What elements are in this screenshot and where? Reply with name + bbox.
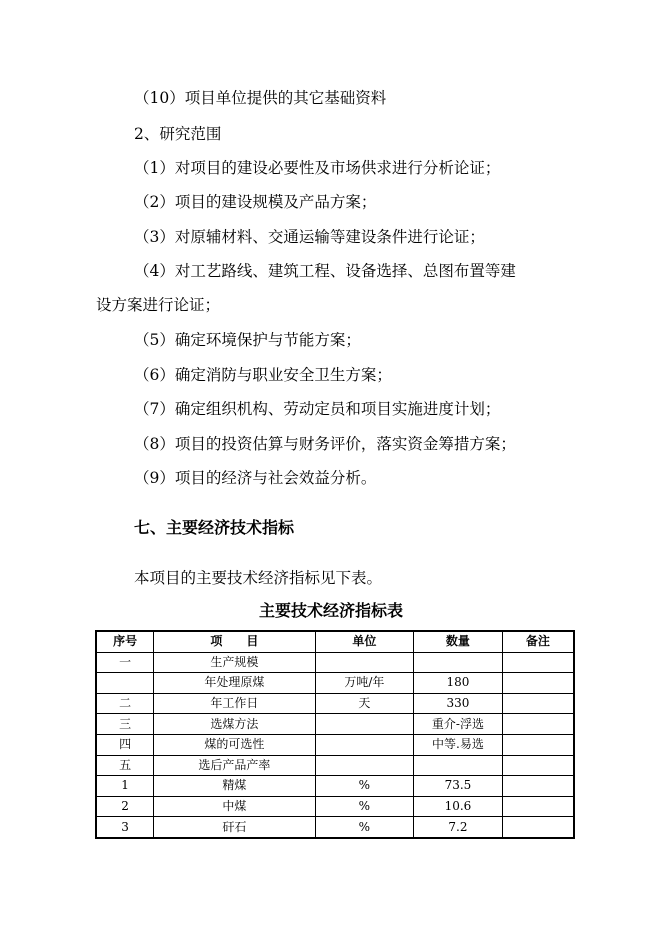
cell-unit bbox=[315, 714, 414, 735]
table-row bbox=[96, 693, 574, 714]
cell-item: 年工作日 bbox=[154, 693, 315, 714]
cell-item: 煤的可选性 bbox=[154, 734, 315, 755]
paragraph-scope-7: （7）确定组织机构、劳动定员和项目实施进度计划； bbox=[134, 400, 501, 418]
paragraph-scope-9: （9）项目的经济与社会效益分析。 bbox=[134, 469, 377, 487]
paragraph-scope-6: （6）确定消防与职业安全卫生方案； bbox=[134, 366, 392, 384]
paragraph-item-10: （10）项目单位提供的其它基础资料 bbox=[134, 89, 387, 107]
subheading-research-scope: 2、研究范围 bbox=[134, 125, 222, 143]
cell-unit: % bbox=[315, 796, 414, 817]
paragraph-scope-5: （5）确定环境保护与节能方案； bbox=[134, 331, 361, 349]
cell-item: 选煤方法 bbox=[154, 714, 315, 735]
cell-quantity: 7.2 bbox=[414, 817, 503, 838]
table-intro: 本项目的主要技术经济指标见下表。 bbox=[134, 569, 383, 587]
cell-remark bbox=[502, 755, 574, 776]
cell-no: 五 bbox=[96, 755, 154, 776]
table-row bbox=[96, 776, 574, 797]
cell-no: 一 bbox=[96, 652, 154, 673]
header-unit: 单位 bbox=[315, 631, 414, 652]
cell-remark bbox=[502, 652, 574, 673]
header-remark: 备注 bbox=[502, 631, 574, 652]
paragraph-scope-1: （1）对项目的建设必要性及市场供求进行分析论证； bbox=[134, 159, 501, 177]
cell-unit bbox=[315, 734, 414, 755]
cell-quantity: 180 bbox=[414, 673, 503, 694]
cell-quantity: 重介-浮选 bbox=[414, 714, 503, 735]
cell-remark bbox=[502, 673, 574, 694]
cell-unit: % bbox=[315, 817, 414, 838]
paragraph-scope-8: （8）项目的投资估算与财务评价，落实资金筹措方案； bbox=[134, 435, 516, 453]
table-row bbox=[96, 755, 574, 776]
cell-item: 年处理原煤 bbox=[154, 673, 315, 694]
cell-item: 选后产品产率 bbox=[154, 755, 315, 776]
cell-unit: % bbox=[315, 776, 414, 797]
cell-item: 生产规模 bbox=[154, 652, 315, 673]
cell-no: 2 bbox=[96, 796, 154, 817]
cell-no: 3 bbox=[96, 817, 154, 838]
cell-unit: 天 bbox=[315, 693, 414, 714]
table-row bbox=[96, 652, 574, 673]
cell-remark bbox=[502, 817, 574, 838]
table-row bbox=[96, 714, 574, 735]
cell-quantity bbox=[414, 652, 503, 673]
cell-no: 三 bbox=[96, 714, 154, 735]
indicators-table bbox=[95, 630, 575, 839]
cell-no: 四 bbox=[96, 734, 154, 755]
cell-quantity: 73.5 bbox=[414, 776, 503, 797]
cell-quantity: 330 bbox=[414, 693, 503, 714]
cell-item: 中煤 bbox=[154, 796, 315, 817]
cell-unit bbox=[315, 652, 414, 673]
table-row bbox=[96, 817, 574, 838]
cell-quantity: 中等.易选 bbox=[414, 734, 503, 755]
table-row bbox=[96, 734, 574, 755]
table-row bbox=[96, 673, 574, 694]
cell-item: 精煤 bbox=[154, 776, 315, 797]
table-row bbox=[96, 796, 574, 817]
header-no: 序号 bbox=[96, 631, 154, 652]
paragraph-scope-3: （3）对原辅材料、交通运输等建设条件进行论证； bbox=[134, 228, 485, 246]
header-item: 项 目 bbox=[154, 631, 315, 652]
cell-remark bbox=[502, 693, 574, 714]
paragraph-scope-4: （4）对工艺路线、建筑工程、设备选择、总图布置等建 bbox=[134, 262, 516, 280]
cell-no: 1 bbox=[96, 776, 154, 797]
cell-unit bbox=[315, 755, 414, 776]
paragraph-scope-4-cont: 设方案进行论证； bbox=[96, 296, 221, 314]
paragraph-scope-2: （2）项目的建设规模及产品方案； bbox=[134, 193, 377, 211]
cell-item: 矸石 bbox=[154, 817, 315, 838]
cell-remark bbox=[502, 796, 574, 817]
table-title: 主要技术经济指标表 bbox=[258, 601, 403, 620]
cell-quantity bbox=[414, 755, 503, 776]
header-quantity: 数量 bbox=[414, 631, 503, 652]
cell-no bbox=[96, 673, 154, 694]
section-heading: 七、主要经济技术指标 bbox=[134, 518, 295, 537]
cell-remark bbox=[502, 776, 574, 797]
cell-no: 二 bbox=[96, 693, 154, 714]
cell-quantity: 10.6 bbox=[414, 796, 503, 817]
cell-unit: 万吨/年 bbox=[315, 673, 414, 694]
cell-remark bbox=[502, 734, 574, 755]
cell-remark bbox=[502, 714, 574, 735]
table-header-row bbox=[96, 631, 574, 652]
